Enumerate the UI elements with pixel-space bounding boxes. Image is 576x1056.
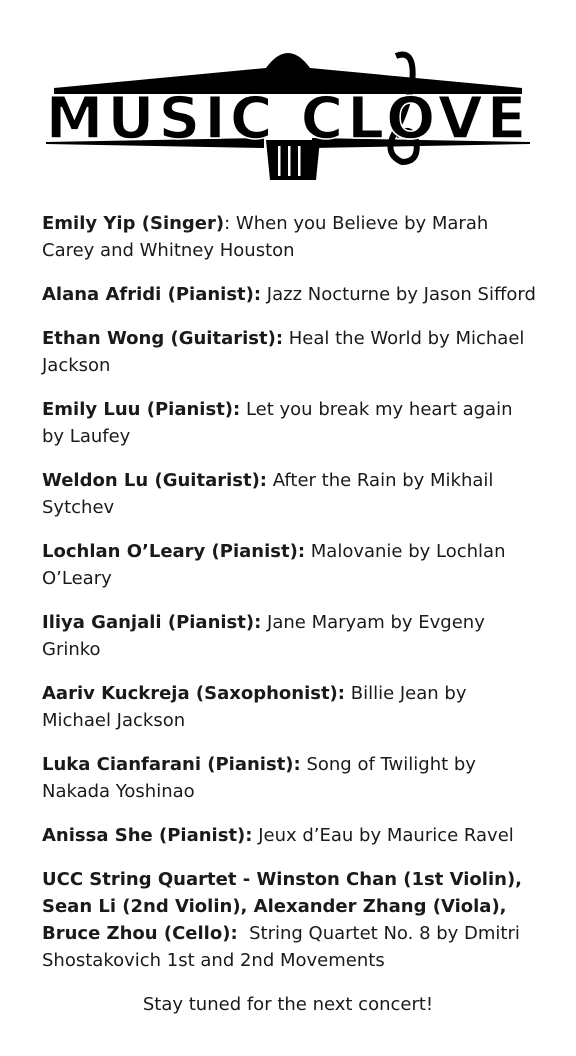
piece-title: Song of Twilight by Nakada Yoshinao — [42, 754, 482, 802]
piece-title: Jane Maryam by Evgeny Grinko — [42, 612, 491, 660]
performer-name: Alana Afridi (Pianist): — [42, 284, 262, 305]
performance-entry — [42, 538, 538, 592]
music-clove-logo — [44, 44, 532, 184]
piece-title: : When you Believe by Marah Carey and Whitney Houston — [42, 213, 494, 261]
piece-title: Heal the World by Michael Jackson — [42, 328, 531, 376]
performance-list — [42, 210, 538, 991]
performer-name: Luka Cianfarani (Pianist): — [42, 754, 301, 775]
performer-name: Weldon Lu (Guitarist): — [42, 470, 267, 491]
logo-text: MUSIC CLOVE — [45, 84, 531, 152]
performer-name: Iliya Ganjali (Pianist): — [42, 612, 262, 633]
performance-entry — [42, 866, 538, 974]
performance-entry — [42, 609, 538, 663]
performance-entry — [42, 325, 538, 379]
performer-name: Ethan Wong (Guitarist): — [42, 328, 284, 349]
performance-entry — [42, 467, 538, 521]
piece-title: String Quartet No. 8 by Dmitri Shostakovich 1st and 2nd Movements — [42, 923, 526, 971]
performance-entry — [42, 751, 538, 805]
logo-graphic — [44, 44, 532, 184]
piece-title: Jeux d’Eau by Maurice Ravel — [252, 825, 514, 846]
performance-entry — [42, 210, 538, 264]
piece-title: Let you break my heart again by Laufey — [42, 399, 519, 447]
performance-entry — [42, 281, 538, 308]
performer-name: Aariv Kuckreja (Saxophonist): — [42, 683, 345, 704]
performer-name: Anissa She (Pianist): — [42, 825, 253, 846]
performer-name: Lochlan O’Leary (Pianist): — [42, 541, 306, 562]
performer-name: UCC String Quartet - Winston Chan (1st Violin), Sean Li (2nd Violin), Alexander Zhang (Viola), Bruce Zhou (Cello): — [42, 869, 523, 944]
piece-title: Jazz Nocturne by Jason Sifford — [261, 284, 536, 305]
performance-entry — [42, 396, 538, 450]
piece-title: Billie Jean by Michael Jackson — [42, 683, 473, 731]
performer-name: Emily Yip (Singer) — [42, 213, 225, 234]
piece-title: Malovanie by Lochlan O’Leary — [42, 541, 512, 589]
performance-entry — [42, 680, 538, 734]
performer-name: Emily Luu (Pianist): — [42, 399, 241, 420]
piece-title: After the Rain by Mikhail Sytchev — [42, 470, 500, 518]
performance-entry — [42, 822, 538, 849]
footer-message: Stay tuned for the next concert! — [142, 994, 434, 1015]
